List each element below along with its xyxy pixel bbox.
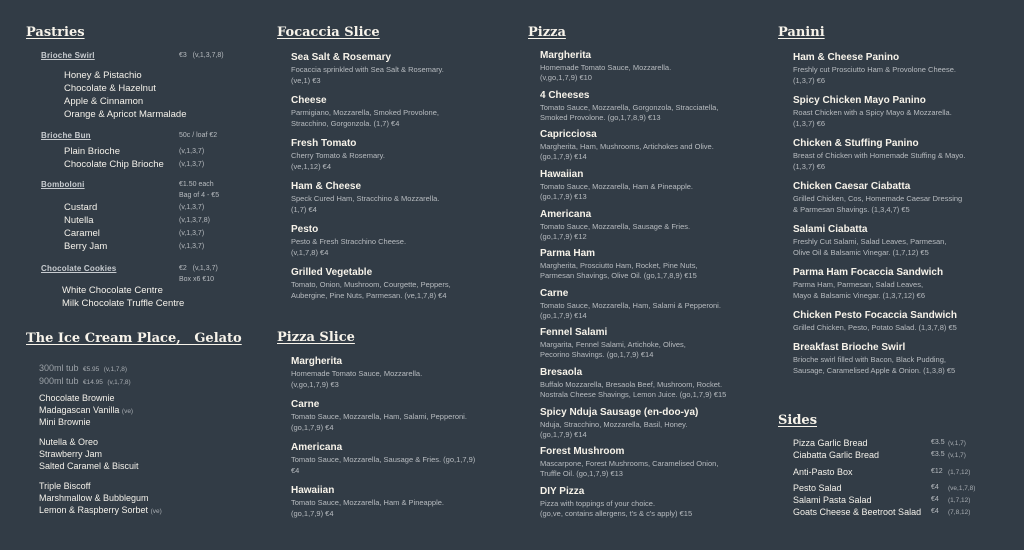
menu-item-name: Americana [540, 209, 592, 220]
gelato-flavour: Chocolate Brownie [39, 393, 115, 403]
tub-300: 300ml tub €5.95 (v,1,7,8) [39, 363, 128, 373]
menu-item-desc: Tomato Sauce, Mozzarella, Gorgonzola, Stracciatella, [540, 103, 719, 112]
menu-item-name: Carne [540, 288, 569, 299]
menu-item-desc: (go,1,7,9) €4 [291, 509, 334, 518]
menu-item-desc: Freshly cut Prosciutto Ham & Provolone Cheese. [793, 65, 956, 74]
menu-item-desc: (1,3,7) €6 [793, 162, 826, 171]
menu-item-desc: (1,7) €4 [291, 205, 317, 214]
menu-item-desc: Tomato Sauce, Mozzarella, Sausage & Fries. (go,1,7,9) [291, 455, 476, 464]
gelato-flavour: Madagascan Vanilla (ve) [39, 405, 134, 415]
menu-item-name: Ham & Cheese Panino [793, 52, 900, 63]
bomboloni-bag-price: Bag of 4 - €5 [179, 192, 220, 199]
menu-item-name: Fresh Tomato [291, 138, 357, 149]
pizza-slice-title: Pizza Slice [277, 330, 355, 345]
menu-item-desc: & Parmesan Shavings. (1,3,4,7) €5 [793, 205, 910, 214]
menu-item-desc: Tomato Sauce, Mozzarella, Ham, Salami & Pepperoni. [540, 301, 721, 310]
side-item-allergens: (v,1,7) [948, 440, 966, 447]
flavour-item: Apple & Cinnamon [64, 96, 144, 107]
menu-item-desc: Mayo & Balsamic Vinegar. (1,3,7,12) €6 [793, 291, 926, 300]
menu-item-name: Chicken & Stuffing Panino [793, 138, 919, 149]
side-item-allergens: (ve,1,7,8) [948, 485, 976, 492]
side-item-price: €3.5 [931, 451, 945, 458]
sides-title: Sides [778, 413, 818, 428]
menu-item-desc: (go,1,7,9) €14 [540, 430, 587, 439]
menu-item-desc: Margherita, Prosciutto Ham, Rocket, Pine Nuts, [540, 261, 698, 270]
menu-item-desc: Nostrala Cheese Shavings, Lemon Juice. (go,1,7,9) €15 [540, 390, 727, 399]
menu-item-name: Chicken Caesar Ciabatta [793, 181, 911, 192]
menu-item-desc: (go,1,7,9) €12 [540, 232, 587, 241]
menu-item-name: Salami Ciabatta [793, 224, 868, 235]
side-item-allergens: (1,7,12) [948, 497, 971, 504]
menu-item-name: Spicy Chicken Mayo Panino [793, 95, 926, 106]
menu-item-desc: (go,1,7,9) €14 [540, 152, 587, 161]
menu-item-name: Grilled Vegetable [291, 267, 373, 278]
side-item-name: Ciabatta Garlic Bread [793, 450, 880, 460]
gelato-flavour: Strawberry Jam [39, 449, 103, 459]
menu-item-desc: Speck Cured Ham, Stracchino & Mozzarella. [291, 194, 440, 203]
menu-item-desc: Tomato Sauce, Mozzarella, Ham & Pineapple. [540, 182, 693, 191]
flavour-item: Honey & Pistachio [64, 70, 142, 81]
menu-item-name: Forest Mushroom [540, 446, 625, 457]
menu-item-desc: Mascarpone, Forest Mushrooms, Caramelised Onion, [540, 459, 719, 468]
menu-item-desc: Smoked Provolone. (go,1,7,8,9) €13 [540, 113, 661, 122]
menu-item-desc: Grilled Chicken, Pesto, Potato Salad. (1,3,7,8) €5 [793, 323, 957, 332]
brioche-bun-label: Brioche Bun [41, 131, 91, 140]
menu-item-desc: Homemade Tomato Sauce, Mozzarella. [291, 369, 423, 378]
brioche-bun-item: Chocolate Chip Brioche [64, 159, 164, 170]
flavour-item: Orange & Apricot Marmalade [64, 109, 187, 120]
menu-item-name: Sea Salt & Rosemary [291, 52, 392, 63]
menu-item-desc: (1,3,7) €6 [793, 76, 826, 85]
gelato-flavour: Marshmallow & Bubblegum [39, 493, 149, 503]
side-item-name: Pizza Garlic Bread [793, 438, 868, 448]
menu-item-name: Hawaiian [291, 485, 335, 496]
cookies-label: Chocolate Cookies [41, 264, 117, 273]
menu-item-desc: Parmesan Shavings, Olive Oil. (go,1,7,8,9) €15 [540, 271, 697, 280]
menu-item-desc: Truffle Oil. (go,1,7,9) €13 [540, 469, 623, 478]
pastries-title: Pastries [26, 25, 85, 40]
menu-item-desc: Tomato Sauce, Mozzarella, Ham, Salami, Pepperoni. [291, 412, 467, 421]
side-item-price: €3.5 [931, 439, 945, 446]
menu-item-name: Hawaiian [540, 169, 584, 180]
menu-item-desc: Aubergine, Pine Nuts, Parmesan. (ve,1,7,8) €4 [291, 291, 447, 300]
side-item-price: €12 [931, 468, 943, 475]
menu-item-desc: Nduja, Stracchino, Mozzarella, Basil, Honey. [540, 420, 688, 429]
bomboloni-allergens: (v,1,3,7) [179, 243, 205, 250]
brioche-bun-item: Plain Brioche [64, 146, 120, 157]
tub-900: 900ml tub €14.95 (v,1,7,8) [39, 376, 131, 386]
menu-item-name: Cheese [291, 95, 327, 106]
menu-item-desc: Buffalo Mozzarella, Bresaola Beef, Mushroom, Rocket. [540, 380, 723, 389]
brioche-swirl-price: €3 (v,1,3,7,8) [179, 52, 224, 59]
brioche-bun-allergens: (v,1,3,7) [179, 161, 205, 168]
gelato-title: The Ice Cream Place, Gelato [26, 331, 242, 346]
menu-item-name: Carne [291, 399, 320, 410]
menu-item-desc: (1,3,7) €6 [793, 119, 826, 128]
bomboloni-label: Bomboloni [41, 180, 85, 189]
menu-item-desc: (go,1,7,9) €14 [540, 311, 587, 320]
bomboloni-allergens: (v,1,3,7,8) [179, 217, 210, 224]
cookie-item: Milk Chocolate Truffle Centre [62, 298, 185, 309]
bomboloni-price: €1.50 each [179, 181, 214, 188]
menu-item-name: Chicken Pesto Focaccia Sandwich [793, 310, 957, 321]
bomboloni-item: Nutella [64, 215, 94, 226]
menu-item-name: Spicy Nduja Sausage (en-doo-ya) [540, 407, 699, 418]
side-item-name: Pesto Salad [793, 483, 842, 493]
menu-item-name: DIY Pizza [540, 486, 585, 497]
bomboloni-item: Caramel [64, 228, 100, 239]
menu-item-name: Pesto [291, 224, 319, 235]
menu-item-name: Americana [291, 442, 343, 453]
menu-item-name: Ham & Cheese [291, 181, 362, 192]
menu-item-desc: Cherry Tomato & Rosemary. [291, 151, 385, 160]
side-item-price: €4 [931, 508, 939, 515]
menu-item-desc: Roast Chicken with a Spicy Mayo & Mozzarella. [793, 108, 952, 117]
menu-item-desc: €4 [291, 466, 300, 475]
bomboloni-allergens: (v,1,3,7) [179, 204, 205, 211]
menu-item-desc: Breast of Chicken with Homemade Stuffing & Mayo. [793, 151, 966, 160]
menu-item-desc: Tomato, Onion, Mushroom, Courgette, Peppers, [291, 280, 451, 289]
menu-item-desc: Parma Ham, Parmesan, Salad Leaves, [793, 280, 924, 289]
flavour-item: Chocolate & Hazelnut [64, 83, 156, 94]
menu-item-name: Margherita [291, 356, 343, 367]
bomboloni-item: Custard [64, 202, 98, 213]
menu-item-desc: Focaccia sprinkled with Sea Salt & Rosemary. [291, 65, 444, 74]
menu-item-name: Margherita [540, 50, 592, 61]
menu-item-desc: Homemade Tomato Sauce, Mozzarella. [540, 63, 672, 72]
bomboloni-item: Berry Jam [64, 241, 108, 252]
side-item-name: Goats Cheese & Beetroot Salad [793, 507, 922, 517]
menu-item-desc: (go,ve, contains allergens, t's & c's apply) €15 [540, 509, 693, 518]
gelato-flavour: Mini Brownie [39, 417, 91, 427]
menu-item-desc: Sausage, Caramelised Apple & Onion. (1,3,8) €5 [793, 366, 956, 375]
cookies-price: €2 (v,1,3,7) [179, 265, 218, 272]
menu-item-desc: (v,go,1,7,9) €10 [540, 73, 592, 82]
menu-item-desc: Pesto & Fresh Stracchino Cheese. [291, 237, 407, 246]
side-item-price: €4 [931, 484, 939, 491]
menu-item-name: Capricciosa [540, 129, 597, 140]
menu-item-desc: Freshly Cut Salami, Salad Leaves, Parmesan, [793, 237, 947, 246]
menu-item-desc: (v,1,7,8) €4 [291, 248, 329, 257]
menu-item-desc: Olive Oil & Balsamic Vinegar. (1,7,12) €5 [793, 248, 929, 257]
menu-item-desc: Grilled Chicken, Cos, Homemade Caesar Dressing [793, 194, 963, 203]
side-item-price: €4 [931, 496, 939, 503]
menu-item-desc: (go,1,7,9) €13 [540, 192, 587, 201]
side-item-allergens: (7,8,12) [948, 509, 971, 516]
brioche-bun-price: 50c / loaf €2 [179, 132, 218, 139]
cookie-item: White Chocolate Centre [62, 285, 163, 296]
side-item-allergens: (v,1,7) [948, 452, 966, 459]
menu-item-name: Parma Ham [540, 248, 596, 259]
bomboloni-allergens: (v,1,3,7) [179, 230, 205, 237]
menu-item-desc: Margarita, Fennel Salami, Artichoke, Olives, [540, 340, 686, 349]
menu-item-desc: Tomato Sauce, Mozzarella, Sausage & Fries. [540, 222, 691, 231]
cookies-box-price: Box x6 €10 [179, 276, 215, 283]
brioche-bun-allergens: (v,1,3,7) [179, 148, 205, 155]
menu-item-desc: Pecorino Shavings. (go,1,7,9) €14 [540, 350, 654, 359]
gelato-flavour: Nutella & Oreo [39, 437, 99, 447]
gelato-flavour: Triple Biscoff [39, 481, 91, 491]
panini-title: Panini [778, 25, 825, 40]
gelato-flavour: Salted Caramel & Biscuit [39, 461, 139, 471]
menu-item-desc: Pizza with toppings of your choice. [540, 499, 656, 508]
menu-item-desc: Parmigiano, Mozzarella, Smoked Provolone, [291, 108, 439, 117]
menu-item-desc: (go,1,7,9) €4 [291, 423, 334, 432]
brioche-swirl-label: Brioche Swirl [41, 51, 95, 60]
menu-item-desc: (ve,1) €3 [291, 76, 321, 85]
menu-item-name: Parma Ham Focaccia Sandwich [793, 267, 944, 278]
menu-item-name: Breakfast Brioche Swirl [793, 342, 906, 353]
side-item-allergens: (1,7,12) [948, 469, 971, 476]
menu-item-desc: Tomato Sauce, Mozzarella, Ham & Pineapple. [291, 498, 444, 507]
side-item-name: Anti-Pasto Box [793, 467, 853, 477]
focaccia-title: Focaccia Slice [277, 25, 380, 40]
menu-item-desc: (v,go,1,7,9) €3 [291, 380, 339, 389]
menu-item-name: Bresaola [540, 367, 583, 378]
menu-item-name: 4 Cheeses [540, 90, 590, 101]
menu-item-desc: Brioche swirl filled with Bacon, Black Pudding, [793, 355, 946, 364]
gelato-flavour: Lemon & Raspberry Sorbet (ve) [39, 505, 162, 515]
side-item-name: Salami Pasta Salad [793, 495, 872, 505]
menu-item-desc: (ve,1,12) €4 [291, 162, 332, 171]
menu-item-desc: Margherita, Ham, Mushrooms, Artichokes and Olive. [540, 142, 714, 151]
menu-item-name: Fennel Salami [540, 327, 608, 338]
menu-item-desc: Stracchino, Gorgonzola. (1,7) €4 [291, 119, 400, 128]
pizza-title: Pizza [528, 25, 566, 40]
